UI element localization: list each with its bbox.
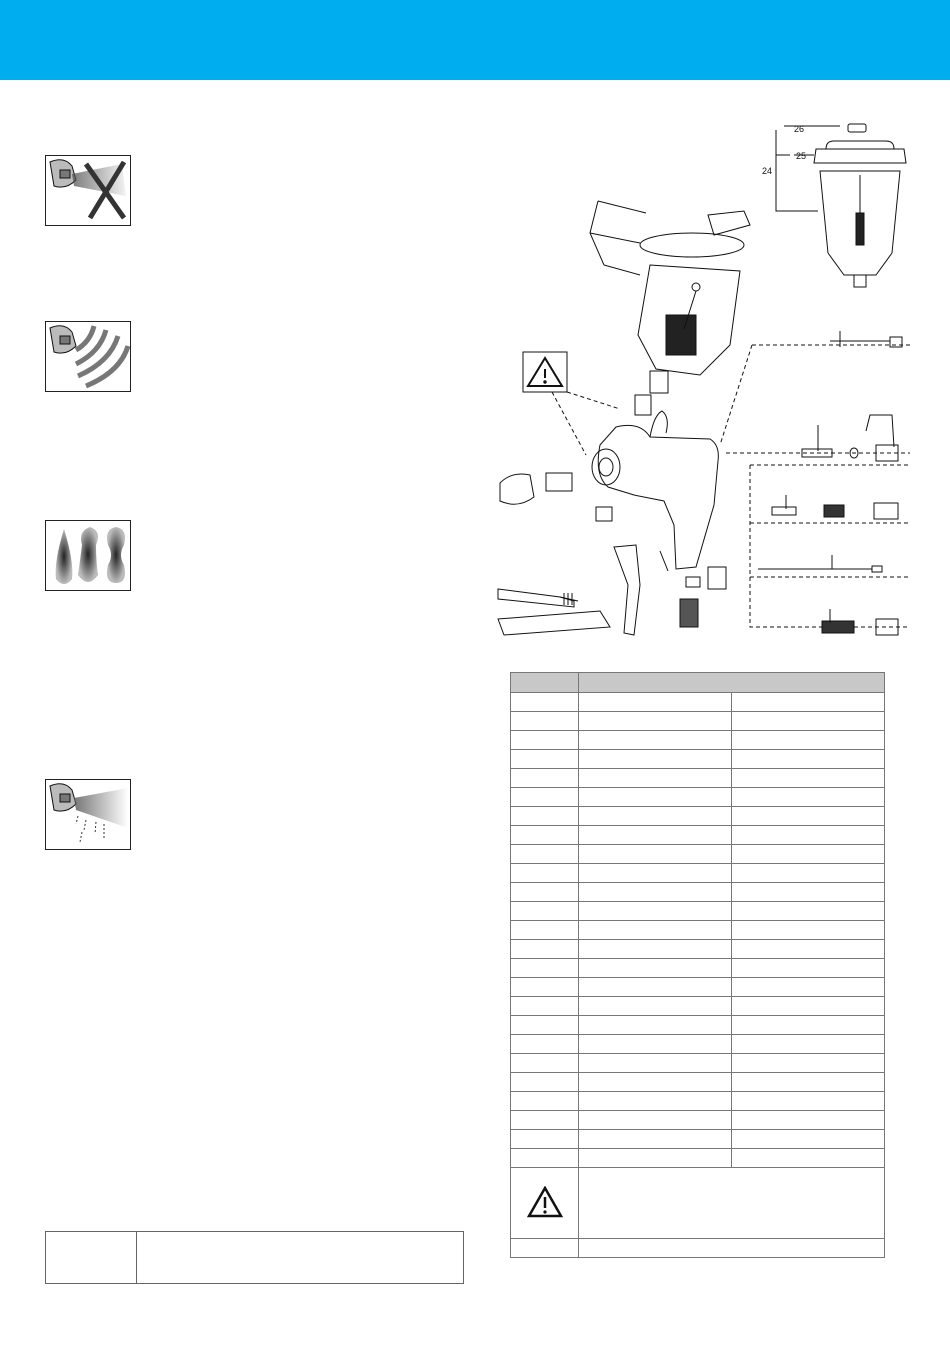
- callout-24: 24: [762, 166, 773, 176]
- table-row: [511, 1092, 885, 1111]
- table-row: [511, 997, 885, 1016]
- table-row: [511, 693, 885, 712]
- table-row: [511, 769, 885, 788]
- spray-pattern-shapes-icon: [45, 520, 131, 591]
- legend-box: [45, 1231, 464, 1284]
- table-row: [511, 978, 885, 997]
- table-row: [511, 921, 885, 940]
- table-row: [511, 864, 885, 883]
- header-cell-description: [579, 673, 885, 693]
- table-row: [511, 845, 885, 864]
- table-row: [511, 1149, 885, 1168]
- table-row: [511, 1111, 885, 1130]
- table-row: [511, 826, 885, 845]
- table-row: [511, 750, 885, 769]
- table-row: [511, 1239, 885, 1258]
- table-row: [511, 1016, 885, 1035]
- callout-25: 25: [796, 151, 807, 161]
- parts-list-table: [510, 672, 885, 1258]
- table-row: [511, 1035, 885, 1054]
- table-row: [511, 902, 885, 921]
- table-row: [511, 807, 885, 826]
- spatter-spray-icon: [45, 779, 131, 850]
- table-header-row: [511, 673, 885, 693]
- callout-26: 26: [794, 124, 805, 134]
- table-row: [511, 731, 885, 750]
- spray-gun-exploded-view: [490, 115, 920, 645]
- table-row: [511, 959, 885, 978]
- warning-icon: [527, 1186, 563, 1218]
- table-row: [511, 1130, 885, 1149]
- table-row: [511, 883, 885, 902]
- warning-text-cell: [579, 1168, 885, 1239]
- table-row: [511, 1054, 885, 1073]
- table-row: [511, 788, 885, 807]
- legend-box-divider: [136, 1232, 137, 1283]
- table-row: [511, 712, 885, 731]
- header-band: [0, 0, 950, 80]
- wrong-angle-spray-icon: [45, 155, 131, 226]
- uneven-distance-spray-icon: [45, 321, 131, 392]
- header-cell-part-no: [511, 673, 579, 693]
- table-row: [511, 1073, 885, 1092]
- warning-row: [511, 1168, 885, 1239]
- table-row: [511, 940, 885, 959]
